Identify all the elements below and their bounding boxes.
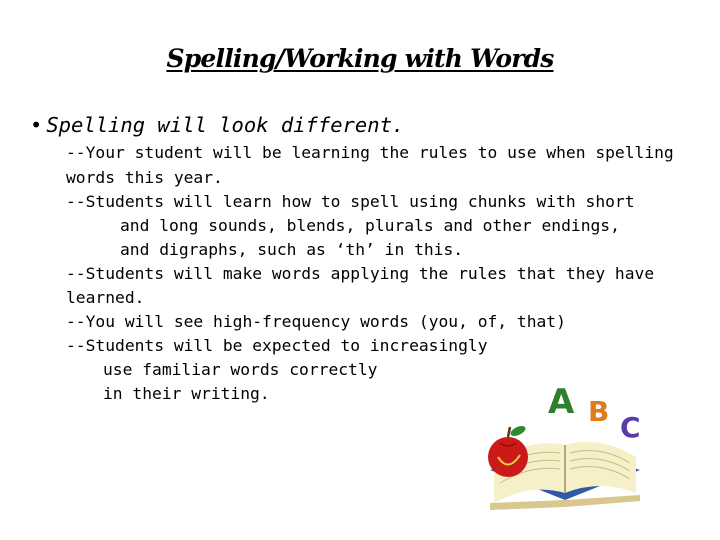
body-line: --You will see high-frequency words (you, of, that) [66, 312, 566, 331]
body-line: words this year. [66, 168, 223, 187]
body-line: --Students will make words applying the rules that they have [66, 264, 655, 283]
body-line: learned. [66, 288, 145, 307]
apple-body [488, 437, 528, 477]
bullet-point [30, 113, 404, 137]
slide-title: Spelling/Working with Words [166, 44, 554, 73]
letter-b: B [588, 395, 610, 428]
letter-a: A [548, 382, 575, 422]
body-line: in their writing. [103, 384, 270, 403]
bullet-text: Spelling will look different. [46, 113, 405, 137]
bullet-marker: • [30, 113, 43, 137]
body-line: --Your student will be learning the rules to use when spelling [66, 143, 674, 162]
body-line: --Students will learn how to spell using chunks with short [66, 192, 635, 211]
body-line: and digraphs, such as ‘th’ in this. [120, 240, 464, 259]
apple-icon [488, 424, 528, 477]
abc-book-apple-clipart [470, 375, 650, 525]
body-line: use familiar words correctly [103, 360, 378, 379]
letter-c: C [620, 411, 641, 444]
body-line: --Students will be expected to increasingly [66, 336, 488, 355]
body-line: and long sounds, blends, plurals and other endings, [120, 216, 620, 235]
